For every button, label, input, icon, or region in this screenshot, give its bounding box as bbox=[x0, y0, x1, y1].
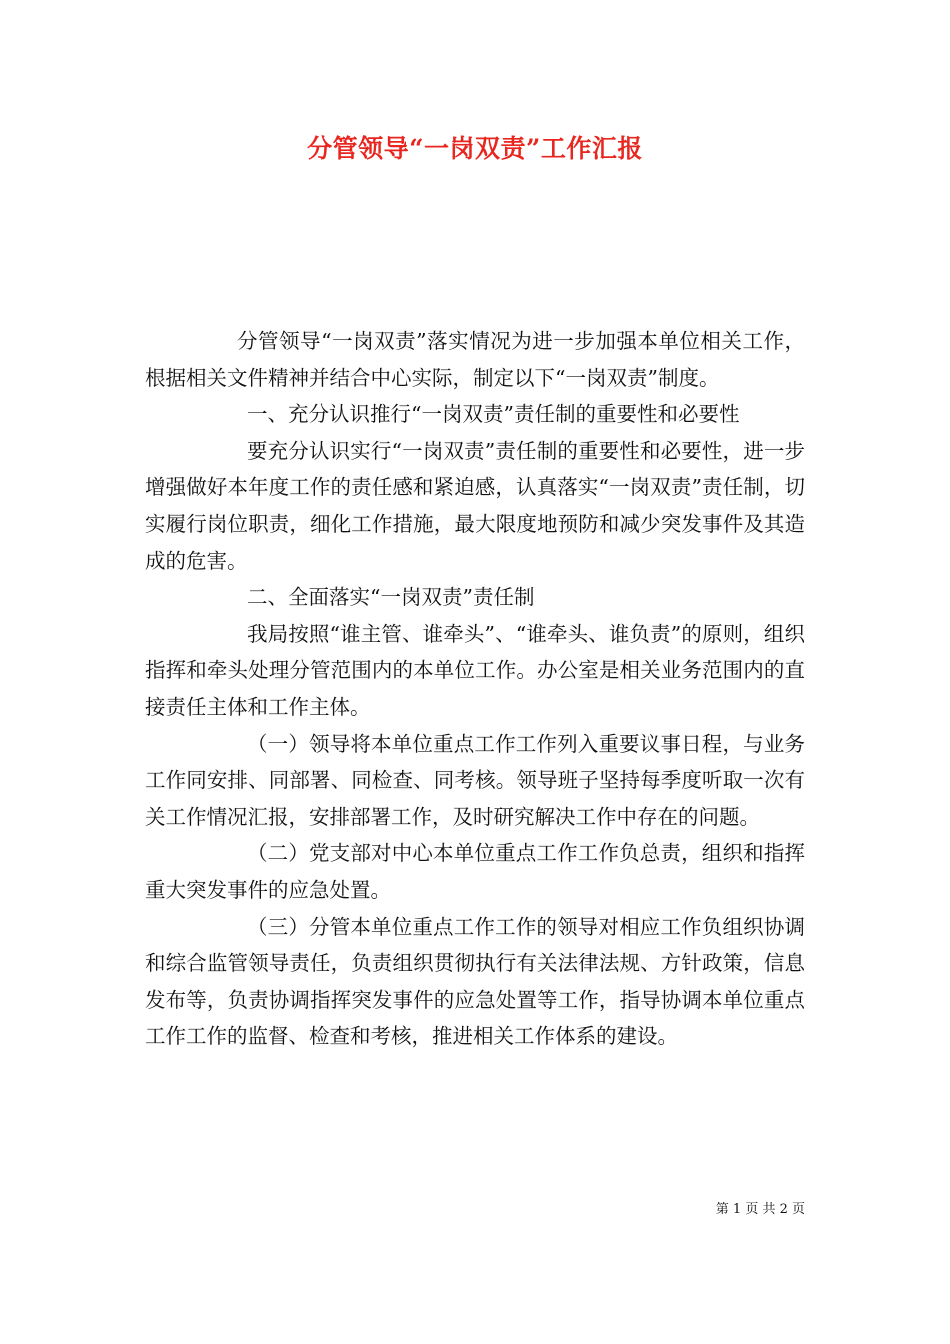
paragraph-item-1: （一）领导将本单位重点工作工作列入重要议事日程，与业务工作同安排、同部署、同检查、同考核。领导班子坚持每季度听取一次有关工作情况汇报，安排部署工作，及时研究解决工作中存在的问题。 bbox=[145, 731, 805, 829]
section-heading-2: 二、全面落实“一岗双责”责任制 bbox=[247, 585, 535, 610]
page-footer: 第 1 页 共 2 页 bbox=[715, 1202, 805, 1217]
paragraph-item-3: （三）分管本单位重点工作工作的领导对相应工作负组织协调和综合监管领导责任，负责组织贯彻执行有关法律法规、方针政策，信息发布等，负责协调指挥突发事件的应急处置等工作，指导协调本单位重点工作工作的监督、检查和考核，推进相关工作体系的建设。 bbox=[145, 914, 805, 1049]
document-title: 分管领导“一岗双责”工作汇报 bbox=[307, 134, 643, 163]
paragraph-intro: 分管领导“一岗双责”落实情况为进一步加强本单位相关工作，根据相关文件精神并结合中心实际，制定以下“一岗双责”制度。 bbox=[145, 329, 805, 390]
paragraph-section-2: 我局按照“谁主管、谁牵头”、“谁牵头、谁负责”的原则，组织指挥和牵头处理分管范围内的本单位工作。办公室是相关业务范围内的直接责任主体和工作主体。 bbox=[145, 621, 805, 719]
document-body bbox=[145, 323, 805, 1055]
paragraph-section-1: 要充分认识实行“一岗双责”责任制的重要性和必要性，进一步增强做好本年度工作的责任感和紧迫感，认真落实“一岗双责”责任制，切实履行岗位职责，细化工作措施，最大限度地预防和减少突发事件及其造成的危害。 bbox=[145, 438, 805, 573]
section-heading-1: 一、充分认识推行“一岗双责”责任制的重要性和必要性 bbox=[247, 402, 740, 427]
paragraph-item-2: （二）党支部对中心本单位重点工作工作负总责，组织和指挥重大突发事件的应急处置。 bbox=[145, 841, 805, 902]
